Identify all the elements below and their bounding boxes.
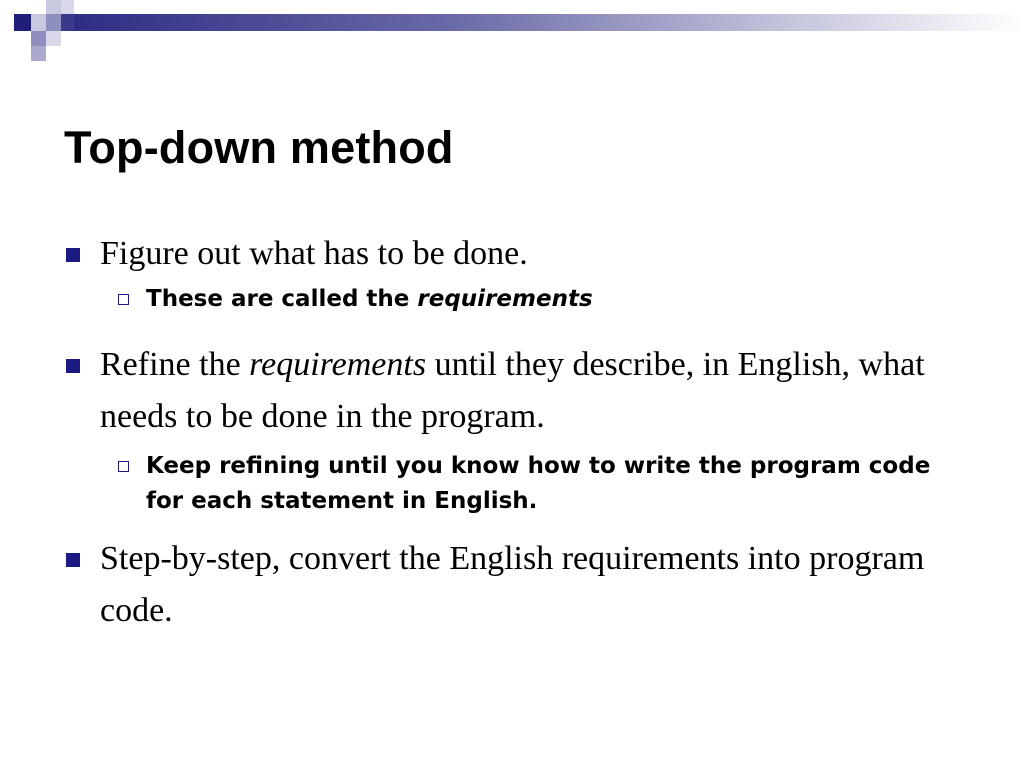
bullet-list bbox=[64, 228, 964, 637]
slide-title: Top-down method bbox=[64, 122, 454, 173]
bullet-text: Step-by-step, convert the English requirements into program code. bbox=[100, 540, 925, 629]
sub-bullet-item bbox=[146, 449, 964, 519]
bullet-item bbox=[64, 228, 964, 280]
hollow-square-bullet-icon bbox=[118, 461, 129, 472]
sub-bullet-emphasis: requirements bbox=[417, 286, 593, 312]
decor-square bbox=[46, 14, 61, 31]
bullet-text: Refine the bbox=[100, 346, 250, 383]
bullet-text-suffix: until they describe, in English, what needs to be done in the program. bbox=[100, 346, 925, 435]
decor-square bbox=[31, 14, 46, 31]
decorative-header-band bbox=[0, 0, 1024, 62]
decor-square bbox=[31, 46, 46, 61]
bullet-item bbox=[64, 339, 964, 443]
bullet-text: Figure out what has to be done. bbox=[100, 235, 528, 272]
hollow-square-bullet-icon bbox=[118, 294, 129, 305]
square-bullet-icon bbox=[66, 248, 80, 262]
sub-bullet-text: Keep refining until you know how to write the program code for each statement in English. bbox=[146, 453, 931, 514]
decor-square bbox=[46, 0, 61, 14]
sub-bullet-text: These are called the bbox=[146, 286, 418, 312]
decor-square bbox=[46, 31, 61, 46]
sub-bullet-item bbox=[146, 282, 964, 317]
bullet-emphasis: requirements bbox=[249, 346, 427, 383]
bullet-item bbox=[64, 533, 964, 637]
decor-square bbox=[61, 14, 74, 31]
square-bullet-icon bbox=[66, 359, 80, 373]
decor-square bbox=[61, 0, 74, 14]
decor-square bbox=[14, 14, 31, 31]
gradient-bar bbox=[74, 14, 1024, 31]
decor-square bbox=[31, 31, 46, 46]
square-bullet-icon bbox=[66, 553, 80, 567]
